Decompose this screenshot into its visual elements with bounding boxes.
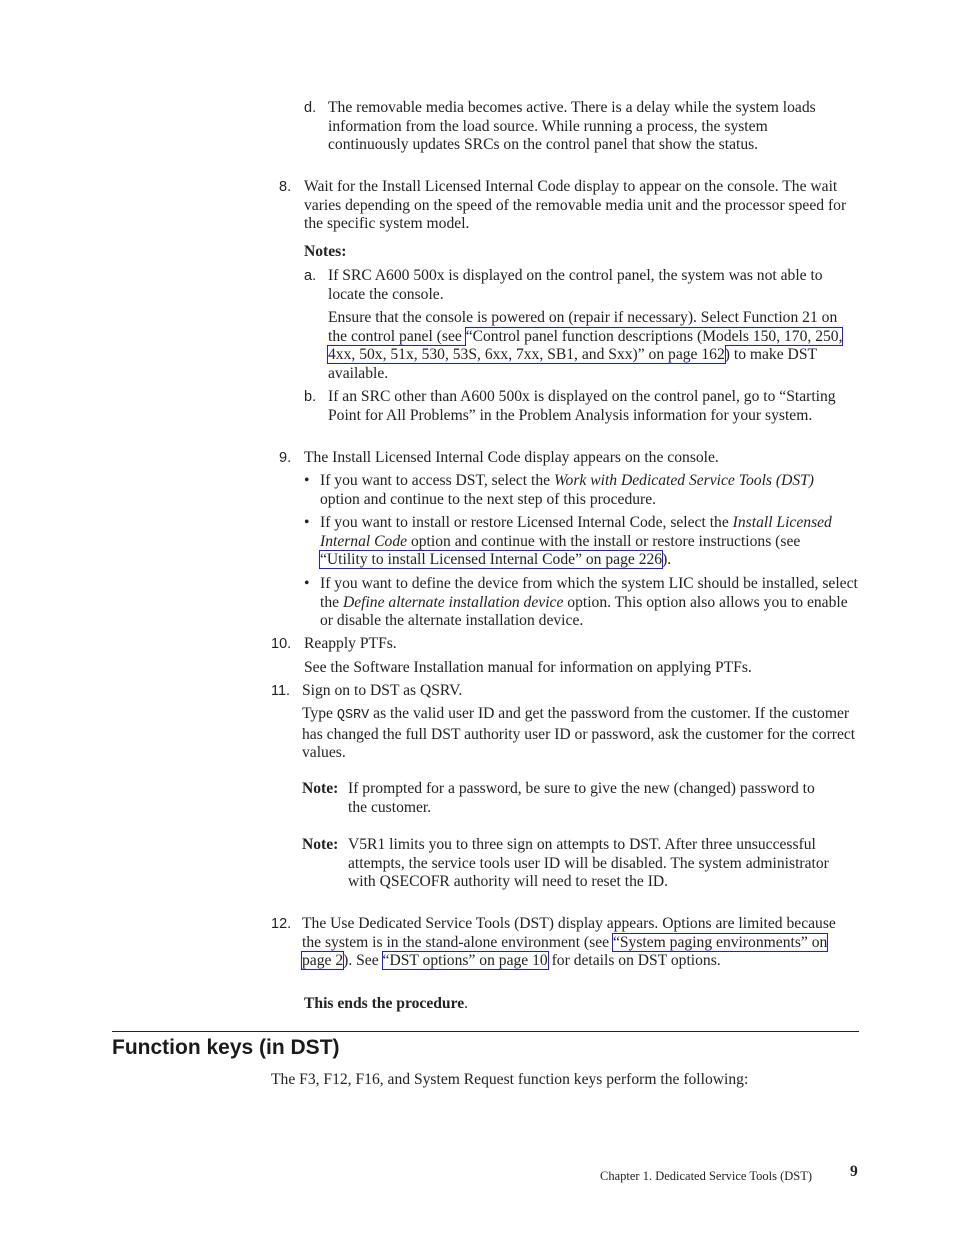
bullet-3-after: option. This option also allows you to enable or disable the alternate installation device. <box>320 593 848 630</box>
control-panel-link[interactable]: “Control panel function descriptions (Models 150, 170, 250, 4xx, 50x, 51x, 530, 53S, 6xx, 7xx, SB1, and Sxx)” on page 162 <box>328 327 843 364</box>
bullet-2-marker: • <box>304 514 310 531</box>
bullet-1-marker: • <box>304 472 310 489</box>
step-d-text: The removable media becomes active. There is a delay while the system loads information from the load source. While running a process, the system continuously updates SRCs on the control panel that show the status. <box>328 99 816 154</box>
bullet-1-after: option and continue to the next step of this procedure. <box>320 490 657 508</box>
bullet-2-mid: option and continue with the install or restore instructions (see <box>407 532 801 550</box>
step-10-sub: See the Software Installation manual for information on applying PTFs. <box>304 659 752 676</box>
procedure-end <box>304 995 468 1014</box>
dst-options-link[interactable]: “DST options” on page 10 <box>382 952 548 970</box>
bullet-3-option: Define alternate installation device <box>342 593 564 611</box>
procedure-end-period: . <box>464 995 469 1012</box>
bullet-3-marker: • <box>304 575 310 592</box>
note-a-text: If SRC A600 500x is displayed on the control panel, the system was not able to locate the console. <box>328 267 823 303</box>
note-b-marker: b. <box>304 389 317 405</box>
bullet-2-before: If you want to install or restore Licensed Internal Code, select the <box>320 514 733 531</box>
step-11-marker: 11. <box>271 683 291 699</box>
notes-label: Notes: <box>304 243 347 260</box>
step-10-text: Reapply PTFs. <box>304 635 397 652</box>
section-divider <box>112 1031 859 1032</box>
step-12-marker: 12. <box>271 916 292 932</box>
note-a-marker: a. <box>304 268 317 284</box>
step-12-before: The Use Dedicated Service Tools (DST) display appears. Options are limited because the system is in the stand-alone environment (see <box>302 915 836 951</box>
utility-install-lic-link[interactable]: “Utility to install Licensed Internal Code” on page 226 <box>320 551 663 569</box>
bullet-1-option: Work with Dedicated Service Tools (DST) <box>553 472 814 489</box>
step-9-marker: 9. <box>279 450 292 466</box>
step-12-text <box>302 915 854 971</box>
note-1-text: If prompted for a password, be sure to give the new (changed) password to the customer. <box>348 780 815 816</box>
step-8-text: Wait for the Install Licensed Internal Code display to appear on the console. The wait varies depending on the speed of the removable media unit and the processor speed for the specific system model. <box>304 178 847 233</box>
bullet-2-after: ). <box>662 551 672 569</box>
step-d-marker: d. <box>304 100 317 116</box>
bullet-1-text <box>320 472 855 509</box>
step-11-sub-before: Type <box>302 705 337 722</box>
procedure-end-bold: This ends the procedure <box>304 995 465 1012</box>
bullet-3-text <box>320 575 860 631</box>
note-a-ensure <box>328 309 858 383</box>
step-9-text: The Install Licensed Internal Code display appears on the console. <box>304 449 719 466</box>
note-a-ensure-before: Ensure that the console is powered on (repair if necessary). Select Function 21 on the control panel (see <box>328 309 838 345</box>
footer-chapter: Chapter 1. Dedicated Service Tools (DST) <box>600 1169 813 1183</box>
page-number: 9 <box>850 1163 858 1180</box>
note-b-text: If an SRC other than A600 500x is displayed on the control panel, go to “Starting Point for All Problems” in the Problem Analysis information for your system. <box>328 388 836 424</box>
section-heading: Function keys (in DST) <box>112 1036 340 1059</box>
note-2-text: V5R1 limits you to three sign on attempts to DST. After three unsuccessful attempts, the service tools user ID will be disabled. The system administrator with QSECOFR authority will need to reset the ID. <box>348 836 829 891</box>
bullet-2-option: Install Licensed Internal Code <box>320 514 832 550</box>
step-11-sub <box>302 705 857 763</box>
bullet-1-before: If you want to access DST, select the <box>320 472 554 489</box>
step-10-marker: 10. <box>271 636 292 652</box>
step-11-text: Sign on to DST as QSRV. <box>302 682 463 699</box>
note-a-ensure-after: ) to make DST available. <box>328 346 817 382</box>
section-intro: The F3, F12, F16, and System Request function keys perform the following: <box>271 1071 749 1088</box>
bullet-3-before: If you want to define the device from which the system LIC should be installed, select the <box>320 575 858 611</box>
system-paging-link[interactable]: “System paging environments” on page 2 <box>302 933 828 970</box>
step-8-marker: 8. <box>279 179 292 195</box>
qsrv-code: QSRV <box>336 708 370 723</box>
bullet-2-text <box>320 514 840 570</box>
note-1-label: Note: <box>302 780 339 797</box>
step-12-mid: ). See <box>343 952 383 970</box>
note-2-label: Note: <box>302 836 339 853</box>
step-12-after: for details on DST options. <box>547 952 721 970</box>
step-11-sub-after: as the valid user ID and get the password from the customer. If the customer has changed the full DST authority user ID or password, ask the customer for the correct values. <box>302 705 856 762</box>
